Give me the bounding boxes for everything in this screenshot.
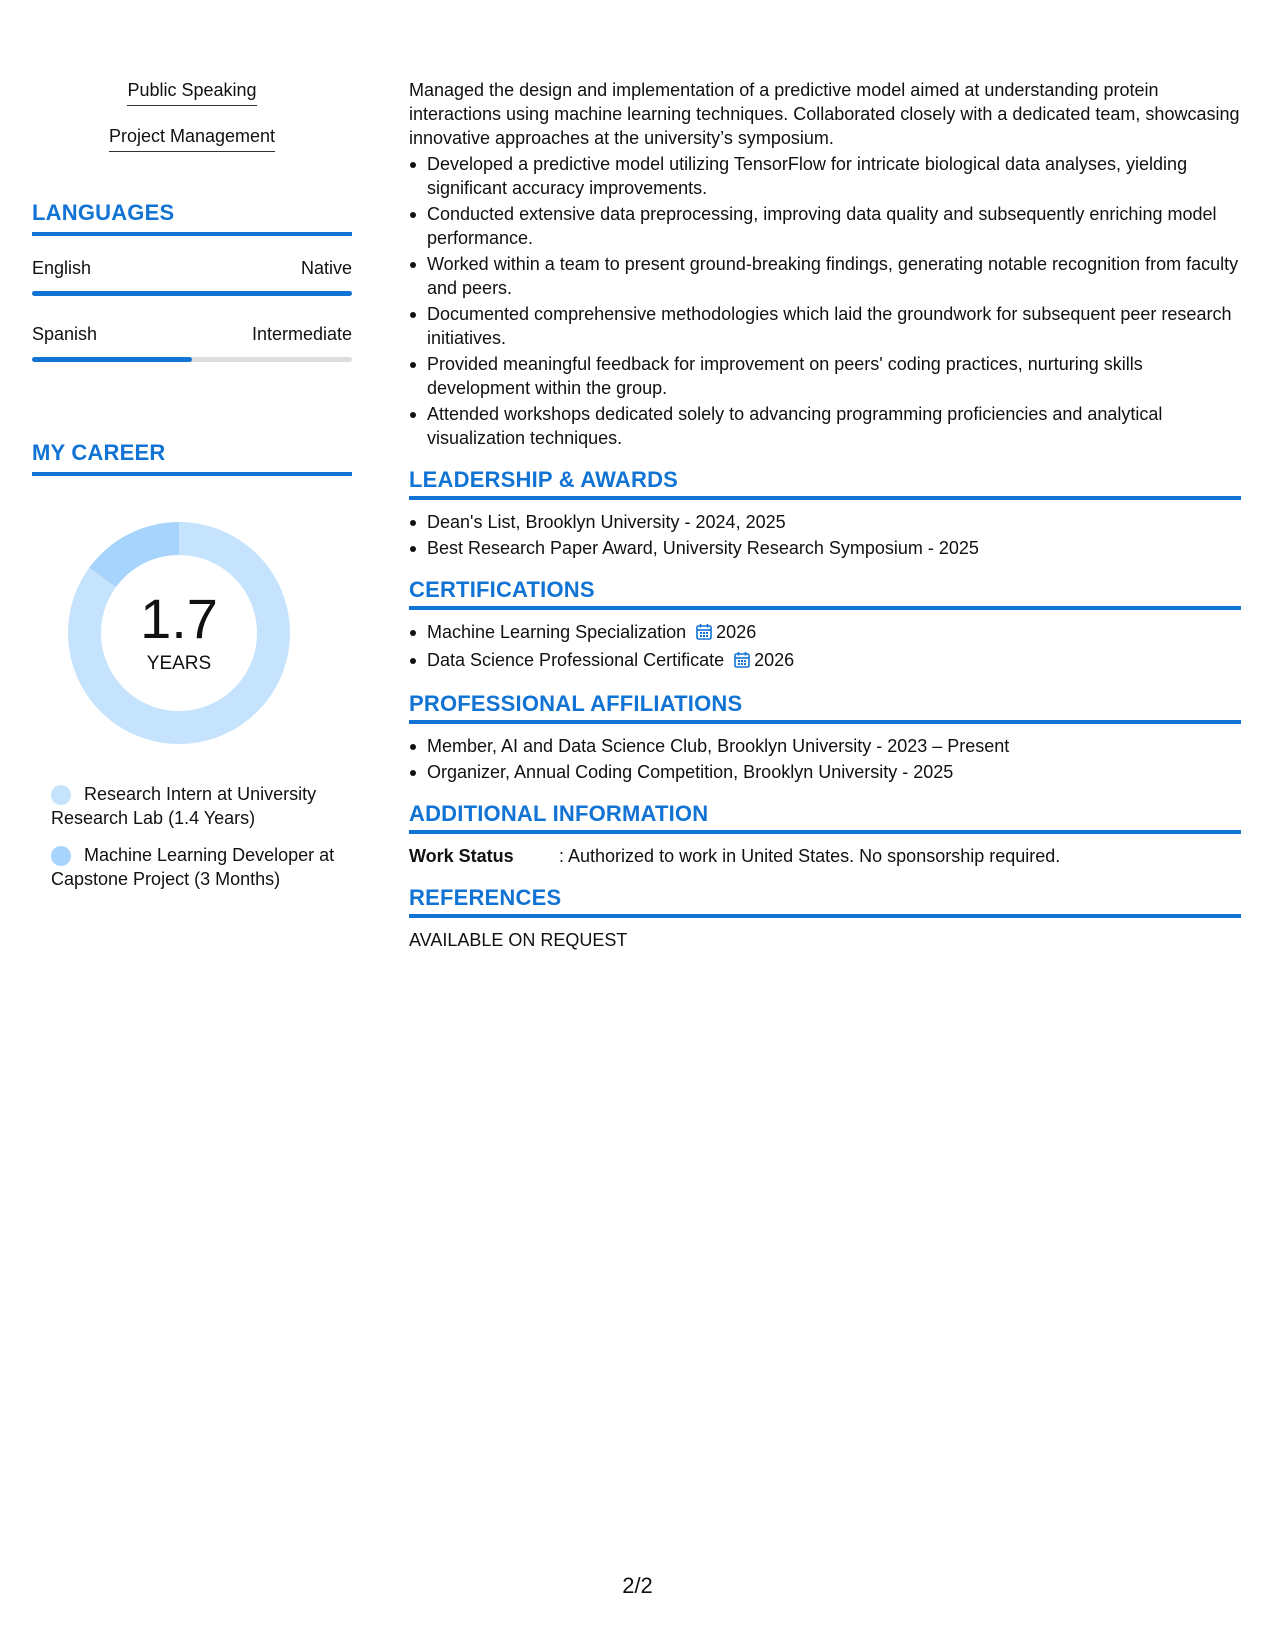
right-column bbox=[409, 78, 1241, 952]
affiliation-item: Member, AI and Data Science Club, Brooklyn University - 2023 – Present bbox=[409, 734, 1241, 758]
certification-year: 2026 bbox=[716, 622, 757, 642]
experience-bullet: Documented comprehensive methodologies which laid the groundwork for subsequent peer research initiatives. bbox=[409, 302, 1241, 350]
career-legend-label: Research Intern at University Research Lab (1.4 Years) bbox=[51, 784, 317, 828]
affiliations-heading: PROFESSIONAL AFFILIATIONS bbox=[409, 692, 1241, 724]
legend-dot bbox=[51, 846, 71, 866]
career-total-value: 1.7 bbox=[140, 587, 218, 650]
leadership-list bbox=[409, 510, 1241, 560]
career-legend-item bbox=[51, 782, 352, 830]
certifications-list bbox=[409, 620, 1241, 674]
language-level: Intermediate bbox=[251, 324, 352, 344]
affiliations-list bbox=[409, 734, 1241, 784]
certification-item bbox=[409, 620, 1241, 646]
experience-bullet: Provided meaningful feedback for improvement on peers' coding practices, nurturing skills development within the group. bbox=[409, 352, 1241, 400]
languages-section bbox=[32, 200, 352, 362]
language-level-bar bbox=[32, 291, 352, 296]
work-status-label: Work Status bbox=[409, 846, 514, 866]
languages-heading: LANGUAGES bbox=[32, 200, 352, 236]
career-legend bbox=[32, 782, 352, 891]
references-text: AVAILABLE ON REQUEST bbox=[409, 930, 628, 950]
language-level-bar bbox=[32, 357, 352, 362]
certification-item bbox=[409, 648, 1241, 674]
left-column bbox=[32, 80, 352, 904]
career-section bbox=[32, 440, 352, 891]
career-legend-label: Machine Learning Developer at Capstone Project (3 Months) bbox=[51, 845, 335, 889]
skill-item: Public Speaking bbox=[127, 80, 256, 106]
career-heading: MY CAREER bbox=[32, 440, 352, 476]
references-heading: REFERENCES bbox=[409, 886, 1241, 918]
career-donut-chart bbox=[66, 520, 292, 746]
career-total-unit: YEARS bbox=[146, 653, 212, 674]
work-status-row bbox=[409, 844, 1241, 868]
experience-bullets bbox=[409, 152, 1241, 450]
experience-bullet: Worked within a team to present ground-breaking findings, generating notable recognition from faculty and peers. bbox=[409, 252, 1241, 300]
career-legend-item bbox=[51, 843, 352, 891]
leadership-item: Best Research Paper Award, University Research Symposium - 2025 bbox=[409, 536, 1241, 560]
additional-info-heading: ADDITIONAL INFORMATION bbox=[409, 802, 1241, 834]
language-item bbox=[32, 258, 352, 296]
certification-year: 2026 bbox=[754, 650, 795, 670]
legend-dot bbox=[51, 785, 71, 805]
language-item bbox=[32, 324, 352, 362]
certifications-heading: CERTIFICATIONS bbox=[409, 578, 1241, 610]
experience-bullet: Conducted extensive data preprocessing, improving data quality and subsequently enriching model performance. bbox=[409, 202, 1241, 250]
experience-bullet: Attended workshops dedicated solely to advancing programming proficiencies and analytical visualization techniques. bbox=[409, 402, 1241, 450]
calendar-icon bbox=[734, 650, 750, 674]
language-level: Native bbox=[300, 258, 352, 278]
certification-name: Machine Learning Specialization bbox=[427, 622, 687, 642]
leadership-item: Dean's List, Brooklyn University - 2024, 2025 bbox=[409, 510, 1241, 534]
work-status-value: : Authorized to work in United States. No sponsorship required. bbox=[559, 846, 1061, 866]
language-name: English bbox=[32, 258, 92, 278]
page-number: 2/2 bbox=[622, 1573, 653, 1598]
calendar-icon bbox=[696, 622, 712, 646]
experience-summary: Managed the design and implementation of a predictive model aimed at understanding protein interactions using machine learning techniques. Collaborated closely with a dedicated team, showcasing innovative approaches at the university’s symposium. bbox=[409, 80, 1240, 148]
certification-name: Data Science Professional Certificate bbox=[427, 650, 725, 670]
skills-list bbox=[32, 80, 352, 172]
language-level-fill bbox=[32, 291, 352, 296]
leadership-heading: LEADERSHIP & AWARDS bbox=[409, 468, 1241, 500]
experience-bullet: Developed a predictive model utilizing TensorFlow for intricate biological data analyses, yielding significant accuracy improvements. bbox=[409, 152, 1241, 200]
language-name: Spanish bbox=[32, 324, 98, 344]
skill-item: Project Management bbox=[109, 126, 275, 152]
language-level-fill bbox=[32, 357, 192, 362]
affiliation-item: Organizer, Annual Coding Competition, Brooklyn University - 2025 bbox=[409, 760, 1241, 784]
